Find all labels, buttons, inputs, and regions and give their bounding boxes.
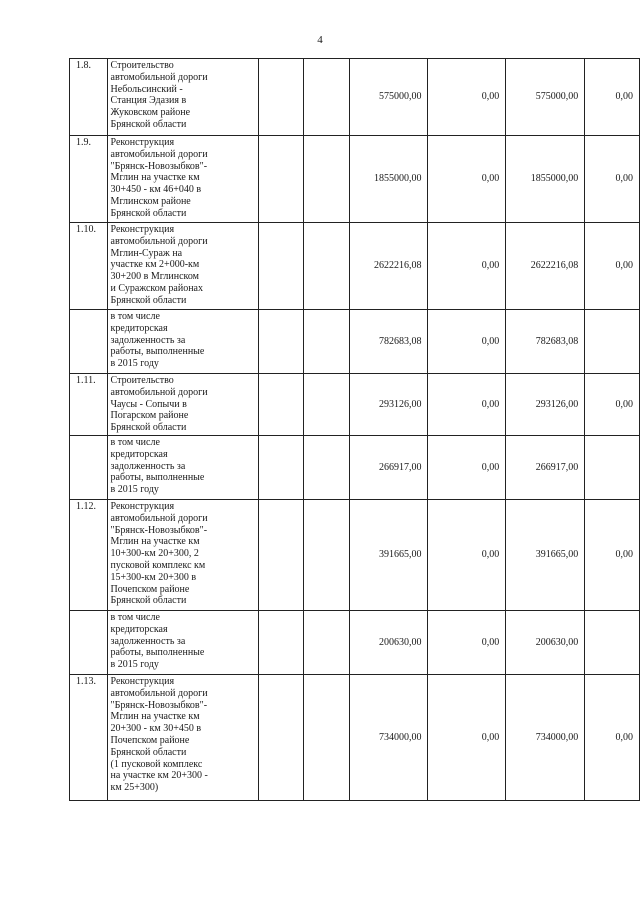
- value-cell: 0,00: [428, 611, 506, 675]
- value-cell: 575000,00: [506, 59, 585, 136]
- value-cell: 782683,08: [506, 310, 585, 374]
- empty-cell: [304, 136, 349, 223]
- row-name: Реконструкция автомобильной дороги Мглин-Сураж на участке км 2+000-км 30+200 в Мглинском и Суражском районах Брянской области: [107, 223, 259, 310]
- value-cell: 0,00: [428, 136, 506, 223]
- empty-cell: [259, 59, 304, 136]
- value-cell: 575000,00: [349, 59, 428, 136]
- value-cell: 0,00: [428, 675, 506, 801]
- row-name: в том числе кредиторская задолженность за работы, выполненные в 2015 году: [107, 436, 259, 500]
- empty-cell: [259, 310, 304, 374]
- row-number: [70, 611, 108, 675]
- value-cell: [585, 611, 640, 675]
- table-row: [70, 611, 640, 675]
- value-cell: 0,00: [585, 675, 640, 801]
- value-cell: 391665,00: [349, 500, 428, 611]
- row-name: Строительство автомобильной дороги Чаусы - Сопычи в Погарском районе Брянской области: [107, 374, 259, 436]
- table-row: [70, 59, 640, 136]
- value-cell: 293126,00: [506, 374, 585, 436]
- row-number: 1.8.: [70, 59, 108, 136]
- empty-cell: [259, 675, 304, 801]
- value-cell: 0,00: [428, 223, 506, 310]
- table-row: [70, 436, 640, 500]
- value-cell: 0,00: [428, 436, 506, 500]
- empty-cell: [259, 436, 304, 500]
- empty-cell: [304, 611, 349, 675]
- value-cell: 266917,00: [349, 436, 428, 500]
- empty-cell: [304, 310, 349, 374]
- empty-cell: [259, 500, 304, 611]
- empty-cell: [304, 59, 349, 136]
- empty-cell: [304, 223, 349, 310]
- value-cell: 200630,00: [349, 611, 428, 675]
- table-row: [70, 675, 640, 801]
- empty-cell: [304, 675, 349, 801]
- empty-cell: [259, 136, 304, 223]
- row-number: [70, 310, 108, 374]
- table-row: [70, 223, 640, 310]
- table-row: [70, 374, 640, 436]
- value-cell: [585, 310, 640, 374]
- budget-table: [69, 58, 640, 801]
- row-name: Реконструкция автомобильной дороги "Брянск-Новозыбков"- Мглин на участке км 30+450 - км 46+040 в Мглинском районе Брянской области: [107, 136, 259, 223]
- row-name: Реконструкция автомобильной дороги "Брянск-Новозыбков"- Мглин на участке км 20+300 - км 30+450 в Почепском районе Брянской области (1 пусковой комплекс на участке км 20+300 - км 25+300): [107, 675, 259, 801]
- value-cell: 734000,00: [349, 675, 428, 801]
- row-number: 1.12.: [70, 500, 108, 611]
- row-name: в том числе кредиторская задолженность за работы, выполненные в 2015 году: [107, 611, 259, 675]
- value-cell: 0,00: [585, 59, 640, 136]
- value-cell: 0,00: [585, 136, 640, 223]
- empty-cell: [304, 374, 349, 436]
- value-cell: 0,00: [428, 310, 506, 374]
- table-body: [70, 59, 640, 801]
- row-name: Реконструкция автомобильной дороги "Брянск-Новозыбков"- Мглин на участке км 10+300-км 20+300, 2 пусковой комплекс км 15+300-км 20+300 в Почепском районе Брянской области: [107, 500, 259, 611]
- row-name: в том числе кредиторская задолженность за работы, выполненные в 2015 году: [107, 310, 259, 374]
- empty-cell: [259, 611, 304, 675]
- value-cell: 0,00: [585, 223, 640, 310]
- value-cell: [585, 436, 640, 500]
- row-number: 1.10.: [70, 223, 108, 310]
- value-cell: 734000,00: [506, 675, 585, 801]
- value-cell: 0,00: [428, 500, 506, 611]
- row-number: 1.11.: [70, 374, 108, 436]
- value-cell: 1855000,00: [506, 136, 585, 223]
- row-number: [70, 436, 108, 500]
- value-cell: 0,00: [585, 374, 640, 436]
- row-number: 1.9.: [70, 136, 108, 223]
- table-row: [70, 310, 640, 374]
- value-cell: 2622216,08: [506, 223, 585, 310]
- value-cell: 293126,00: [349, 374, 428, 436]
- empty-cell: [259, 223, 304, 310]
- table-row: [70, 500, 640, 611]
- row-name: Строительство автомобильной дороги Небольсинский - Станция Эдазия в Жуковском районе Брянской области: [107, 59, 259, 136]
- row-number: 1.13.: [70, 675, 108, 801]
- value-cell: 782683,08: [349, 310, 428, 374]
- value-cell: 0,00: [428, 374, 506, 436]
- value-cell: 200630,00: [506, 611, 585, 675]
- empty-cell: [304, 436, 349, 500]
- value-cell: 1855000,00: [349, 136, 428, 223]
- empty-cell: [259, 374, 304, 436]
- value-cell: 0,00: [428, 59, 506, 136]
- table-row: [70, 136, 640, 223]
- value-cell: 391665,00: [506, 500, 585, 611]
- empty-cell: [304, 500, 349, 611]
- page-number: 4: [317, 34, 323, 46]
- value-cell: 266917,00: [506, 436, 585, 500]
- value-cell: 2622216,08: [349, 223, 428, 310]
- value-cell: 0,00: [585, 500, 640, 611]
